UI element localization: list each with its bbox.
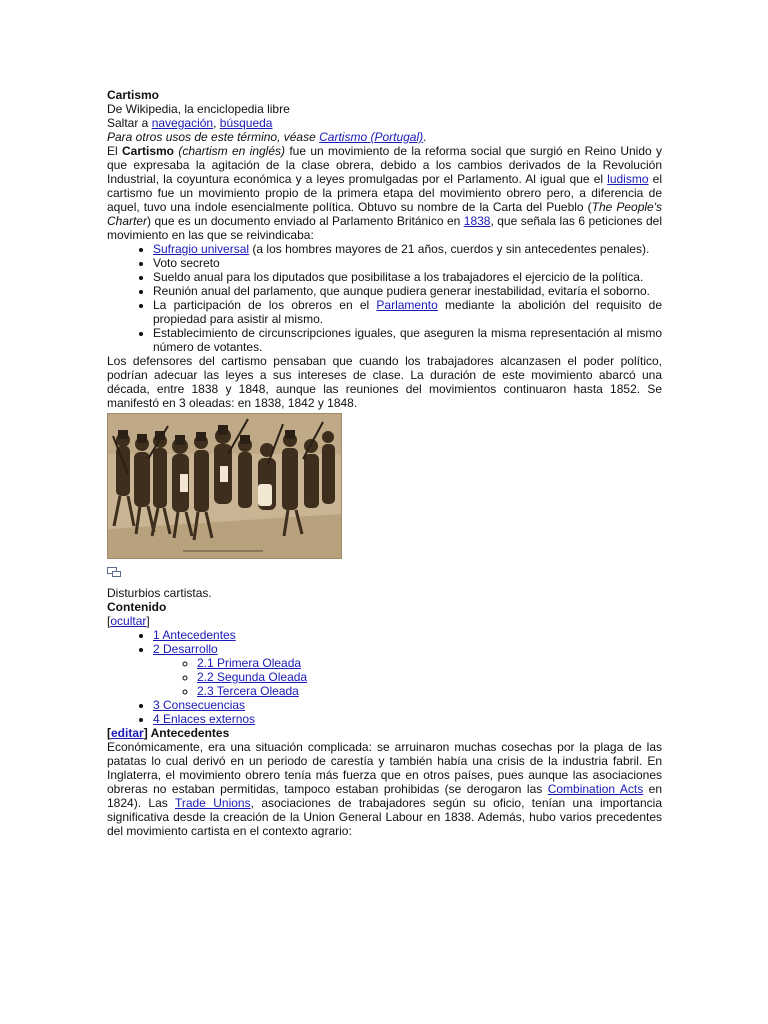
demands-list	[107, 242, 662, 354]
parliament-link[interactable]: Parlamento	[376, 298, 438, 312]
navigation-link[interactable]: navegación	[151, 116, 214, 130]
page-title: Cartismo	[107, 88, 160, 102]
toc-list	[107, 628, 662, 726]
edit-section-link[interactable]: editar	[111, 726, 144, 740]
disambiguation-note: Para otros usos de este término, véase Cartismo (Portugal).	[107, 130, 427, 144]
intro-paragraph: El Cartismo (chartism en inglés) fue un movimiento de la reforma social que surgió en Reino Unido y que expresaba la agitación de la clase obrera, debido a los cambios derivados de la Revolución Industrial, la coyuntura económica y a leyes promulgadas por el Parlamento. Al igual que el ludismo el cartismo fue un movimiento propio de la primera etapa del movimiento obrero pero, a diferencia de aquel, tuvo una índole esencialmente política. Obtuvo su nombre de la Carta del Pueblo (The People's Charter) que es un documento enviado al Parlamento Británico en 1838, que señala las 6 peticiones del movimiento en las que se reivindicaba:	[107, 144, 662, 242]
toc-link-consecuencias[interactable]: 3 Consecuencias	[153, 698, 246, 712]
jump-links: Saltar a navegación, búsqueda	[107, 116, 273, 130]
list-item: • La participación de los obreros en el Parlamento mediante la abolición del requisito de propiedad para asistir al mismo.	[153, 298, 662, 326]
chartist-riot-illustration[interactable]	[107, 413, 342, 559]
antecedentes-paragraph: Económicamente, era una situación complicada: se arruinaron muchas cosechas por la plaga de las patatas lo cual derivó en un periodo de carestía y también había una crisis de la industria fabril. En Inglaterra, el movimiento obrero tenía más fuerza que en otros países, pues aunque las asociaciones obreras no estaban permitidas, tampoco estaban prohibidas (se derogaron las Combination Acts en 1824). Las Trade Unions, asociaciones de trabajadores según su oficio, tenían una importancia significativa desde la creación de la Union General Labour en 1838. Además, hubo varios precedentes del movimiento cartista en el contexto agrario:	[107, 740, 662, 838]
toc-subitem	[197, 684, 662, 698]
toc-item	[153, 698, 662, 712]
toc-link-desarrollo[interactable]: 2 Desarrollo	[153, 642, 218, 656]
disambiguation-link[interactable]: Cartismo (Portugal)	[319, 130, 424, 144]
combination-acts-link[interactable]: Combination Acts	[547, 782, 644, 796]
list-item: • Sufragio universal (a los hombres mayores de 21 años, cuerdos y sin antecedentes penales).	[153, 242, 662, 256]
article	[107, 88, 662, 838]
toc-link-segunda-oleada[interactable]: 2.2 Segunda Oleada	[197, 670, 308, 684]
hide-toc-link[interactable]: ocultar	[110, 614, 147, 628]
toc-subitem	[197, 656, 662, 670]
toc-link-enlaces[interactable]: 4 Enlaces externos	[153, 712, 256, 726]
trade-unions-link[interactable]: Trade Unions	[174, 796, 251, 810]
list-item: • Establecimiento de circunscripciones iguales, que aseguren la misma representación al mismo número de votantes.	[153, 326, 662, 354]
toc-title: Contenido	[107, 600, 167, 614]
toc-link-antecedentes[interactable]: 1 Antecedentes	[153, 628, 236, 642]
section-heading: [editar] Antecedentes	[107, 726, 230, 740]
list-item: • Sueldo anual para los diputados que posibilitase a los trabajadores el ejercicio de la política.	[153, 270, 662, 284]
toc-toggle: [ocultar]	[107, 614, 150, 628]
year-1838-link[interactable]: 1838	[463, 214, 491, 228]
list-item: • Voto secreto	[153, 256, 662, 270]
toc-link-primera-oleada[interactable]: 2.1 Primera Oleada	[197, 656, 302, 670]
site-subtitle: De Wikipedia, la enciclopedia libre	[107, 102, 290, 116]
enlarge-icon[interactable]	[107, 566, 662, 578]
search-link[interactable]: búsqueda	[219, 116, 273, 130]
list-item: • Reunión anual del parlamento, que aunque pudiera generar inestabilidad, evitaría el soborno.	[153, 284, 662, 298]
suffrage-link[interactable]: Sufragio universal	[153, 242, 250, 256]
figure-caption: Disturbios cartistas.	[107, 586, 212, 600]
toc-item	[153, 712, 662, 726]
toc-sublist	[153, 656, 662, 698]
toc-item	[153, 642, 662, 698]
toc-item	[153, 628, 662, 642]
engraving-image	[108, 414, 341, 558]
ludismo-link[interactable]: ludismo	[607, 172, 649, 186]
toc-link-tercera-oleada[interactable]: 2.3 Tercera Oleada	[197, 684, 299, 698]
duration-paragraph: Los defensores del cartismo pensaban que cuando los trabajadores alcanzasen el poder político, podrían adecuar las leyes a sus intereses de clase. La duración de este movimiento abarcó una década, entre 1838 y 1848, aunque las reuniones del movimientos continuaron hasta 1852. Se manifestó en 3 oleadas: en 1838, 1842 y 1848.	[107, 354, 662, 410]
toc-subitem	[197, 670, 662, 684]
